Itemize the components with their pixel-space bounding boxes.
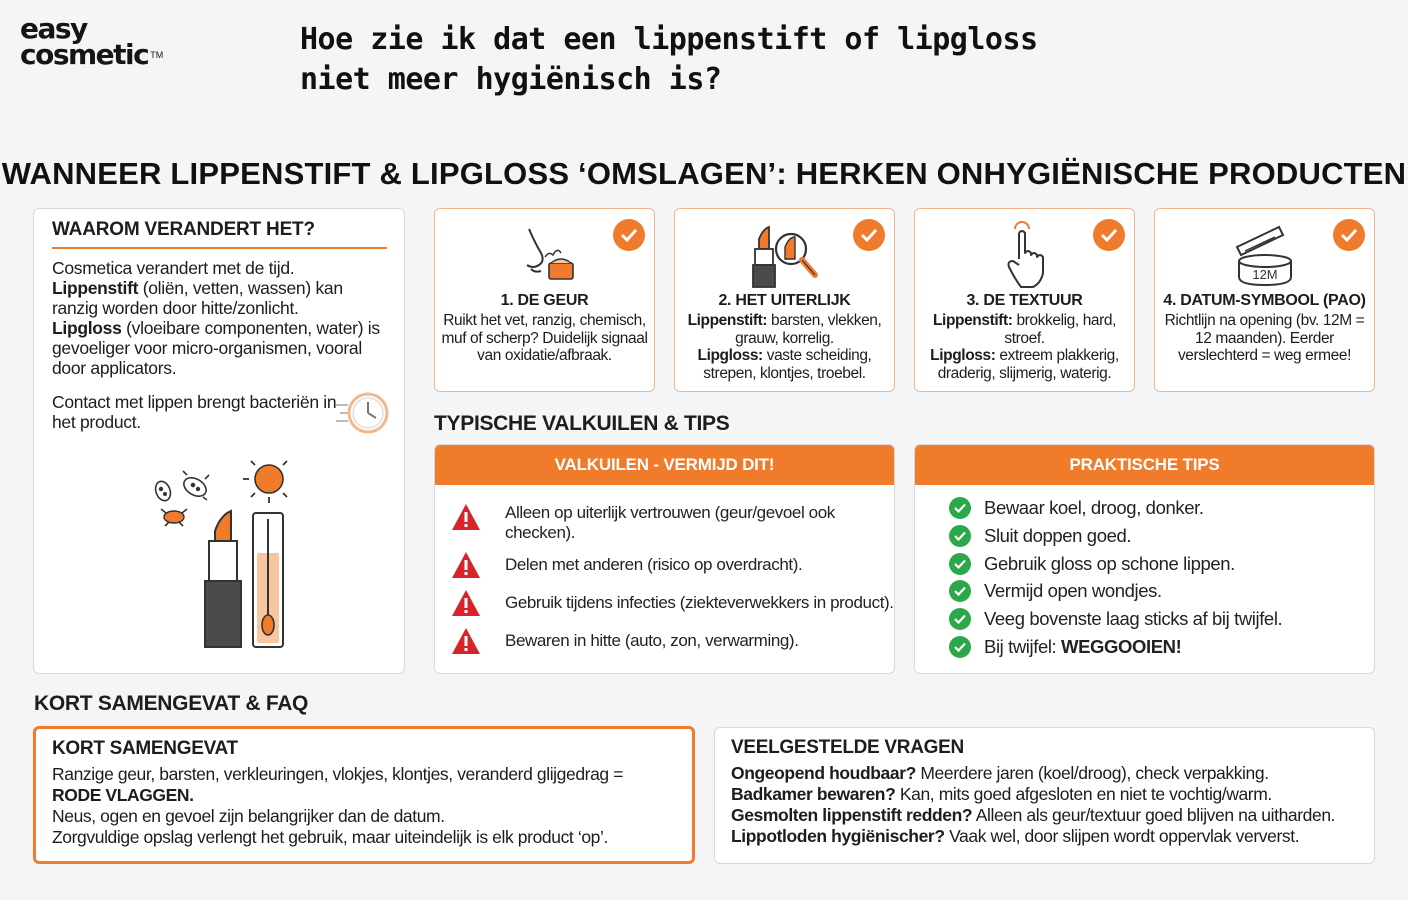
step-card-pao xyxy=(1154,208,1375,392)
step-card-smell xyxy=(434,208,655,392)
check-circle-icon xyxy=(949,497,971,519)
tips-section-heading: TYPISCHE VALKUILEN & TIPS xyxy=(434,412,730,435)
faq-item: Gesmolten lippenstift redden? Alleen als geur/textuur goed blijven na uitharden. xyxy=(731,805,1336,825)
step-title: 2. HET UITERLIJK xyxy=(718,292,851,309)
touch-hand-icon xyxy=(985,221,1065,291)
open-jar-icon xyxy=(1225,221,1305,291)
check-circle-icon xyxy=(949,525,971,547)
list-item: Delen met anderen (risico op overdracht). xyxy=(451,551,802,579)
nose-icon xyxy=(505,221,585,291)
why-panel xyxy=(33,208,405,674)
list-item: Veeg bovenste laag sticks af bij twijfel. xyxy=(949,608,1282,630)
check-circle-icon xyxy=(949,608,971,630)
summary-heading: KORT SAMENGEVAT xyxy=(52,738,238,759)
step-title: 1. DE GEUR xyxy=(500,292,589,309)
faq-panel xyxy=(714,727,1375,864)
page-title: Hoe zie ik dat een lippenstift of lipgloss niet meer hygiënisch is? xyxy=(300,22,1038,97)
step-card-texture xyxy=(914,208,1135,392)
summary-panel xyxy=(33,726,695,864)
warning-icon xyxy=(451,627,481,655)
step-card-appearance xyxy=(674,208,895,392)
faq-item: Ongeopend houdbaar? Meerdere jaren (koel/droog), check verpakking. xyxy=(731,763,1269,783)
faq-item: Lippotloden hygiënischer? Vaak wel, door slijpen wordt oppervlak ververst. xyxy=(731,826,1300,846)
list-item: Bewaar koel, droog, donker. xyxy=(949,497,1204,519)
faq-section-heading: KORT SAMENGEVAT & FAQ xyxy=(34,692,309,715)
warning-icon xyxy=(451,589,481,617)
step-title: 4. DATUM-SYMBOOL (PAO) xyxy=(1163,292,1366,309)
warning-icon xyxy=(451,503,481,531)
warning-icon xyxy=(451,551,481,579)
list-item: Vermijd open wondjes. xyxy=(949,580,1162,602)
why-heading: WAAROM VERANDERT HET? xyxy=(52,219,387,249)
step-text: Richtlijn na opening (bv. 12M = 12 maanden). Eerder verslechterd = weg ermee! xyxy=(1164,312,1365,364)
logo-line-1: easy xyxy=(20,12,87,45)
faq-heading: VEELGESTELDE VRAGEN xyxy=(731,737,964,758)
step-text: Lippenstift: brokkelig, hard, stroef. Lipgloss: extreem plakkerig, draderig, slijmerig, waterig. xyxy=(930,312,1119,382)
logo-line-2: cosmetic ™ xyxy=(20,38,164,71)
summary-text: Ranzige geur, barsten, verkleuringen, vlokjes, klontjes, veranderd glijgedrag = RODE VLAGGEN. Neus, ogen en gevoel zijn belangrijker dan de datum. Zorgvuldige opslag verlengt het gebruik, maar uiteindelijk is elk product ‘op’. xyxy=(52,764,624,847)
pitfalls-heading: VALKUILEN - VERMIJD DIT! xyxy=(435,445,894,485)
tips-panel xyxy=(914,444,1375,674)
list-item: Bewaren in hitte (auto, zon, verwarming). xyxy=(451,627,799,655)
brand-logo xyxy=(20,12,164,71)
tips-heading: PRAKTISCHE TIPS xyxy=(915,445,1374,485)
step-title: 3. DE TEXTUUR xyxy=(966,292,1083,309)
why-text: Cosmetica verandert met de tijd. Lippenstift (oliën, vetten, wassen) kan ranzig worden door hitte/zonlicht. Lipgloss (vloeibare componenten, water) is gevoeliger voor micro-organismen, vooral door applicators. Contact met lippen brengt bacteriën in het product. xyxy=(52,258,380,432)
infographic-banner: WANNEER LIPPENSTIFT & LIPGLOSS ‘OMSLAGEN’: HERKEN ONHYGIËNISCHE PRODUCTEN xyxy=(1,156,1407,191)
list-item: Gebruik gloss op schone lippen. xyxy=(949,553,1235,575)
list-item: Alleen op uiterlijk vertrouwen (geur/gevoel ook checken). xyxy=(451,503,894,543)
check-circle-icon xyxy=(949,580,971,602)
faq-item: Badkamer bewaren? Kan, mits goed afgesloten en niet te vochtig/warm. xyxy=(731,784,1272,804)
pitfalls-panel xyxy=(434,444,895,674)
magnifier-lipstick-icon xyxy=(745,221,825,291)
step-text: Lippenstift: barsten, vlekken, grauw, korrelig. Lipgloss: vaste scheiding, strepen, klontjes, troebel. xyxy=(687,312,882,382)
pao-label: 12M xyxy=(1251,267,1278,282)
check-circle-icon xyxy=(949,553,971,575)
check-circle-icon xyxy=(949,636,971,658)
faq-list xyxy=(731,763,1358,847)
lipstick-gloss-illustration xyxy=(149,459,289,659)
step-text: Ruikt het vet, ranzig, chemisch, muf of scherp? Duidelijk signaal van oxidatie/afbraak. xyxy=(441,312,648,364)
list-item: Bij twijfel: WEGGOOIEN! xyxy=(949,636,1181,658)
list-item: Gebruik tijdens infecties (ziekteverwekkers in product). xyxy=(451,589,894,617)
list-item: Sluit doppen goed. xyxy=(949,525,1131,547)
clock-icon xyxy=(334,389,390,439)
